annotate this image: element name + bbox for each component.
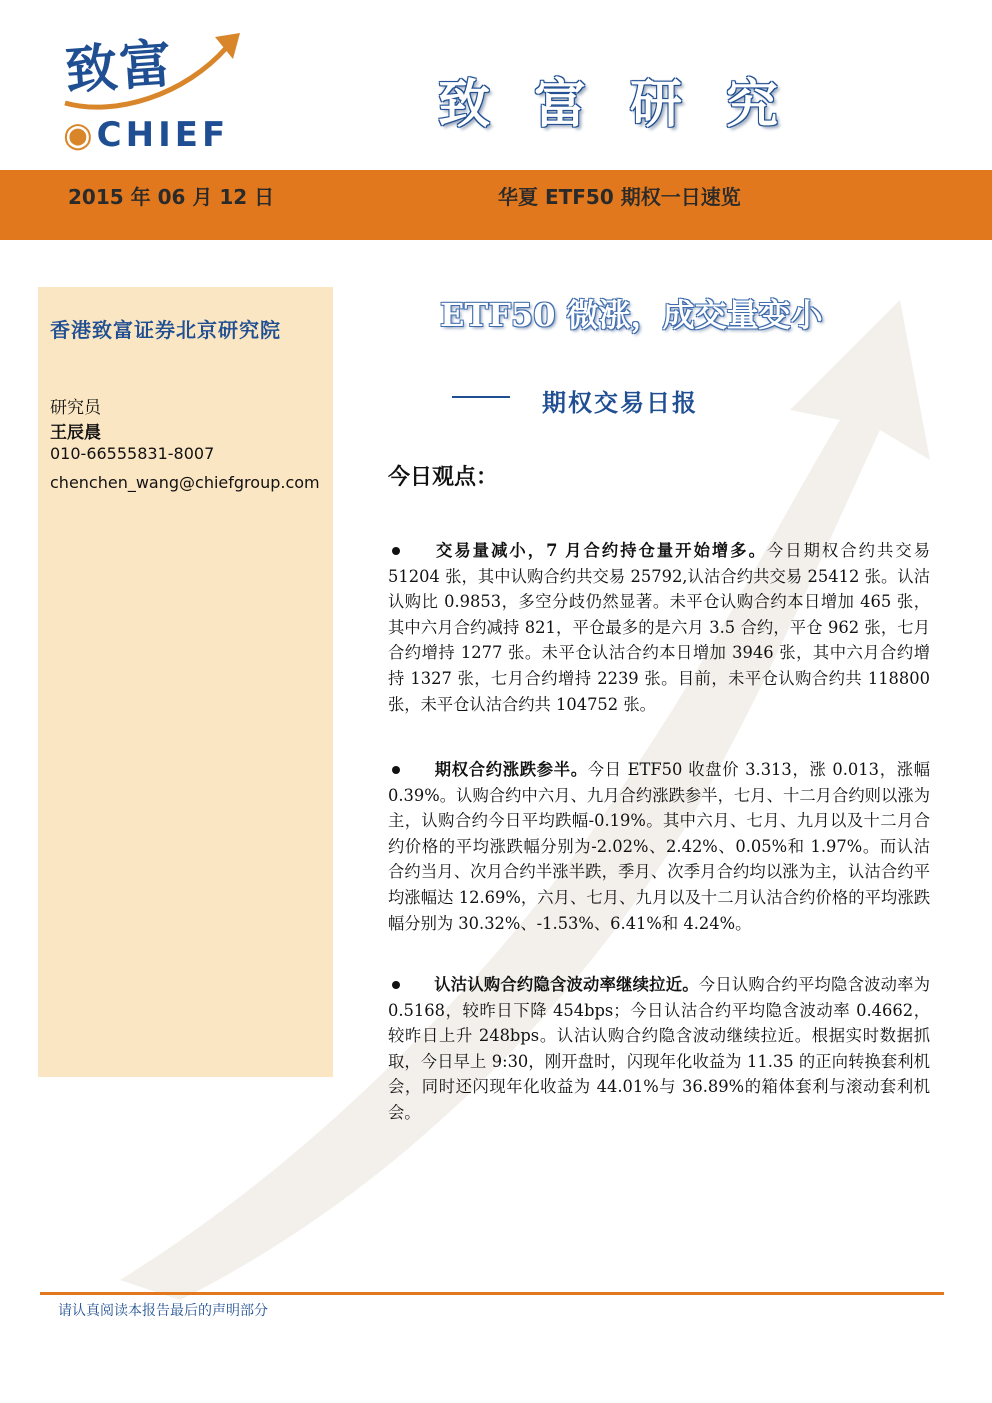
analyst-name: 王辰晨	[50, 423, 101, 443]
footer-divider	[40, 1292, 944, 1295]
point-body: 今日认购合约平均隐含波动率为 0.5168，较昨日下降 454bps；今日认沽合约平均隐含波动率 0.4662，较昨日上升 248bps。认沽认购合约隐含波动继续拉近。根据实时数据抓取，今日早上 9:30，刚开盘时，闪现年化收益为 11.35 的正向转换套利机会，同时还闪现年化收益为 44.01%与 36.89%的箱体套利与滚动套利机会。	[388, 975, 930, 1122]
report-series-title: 华夏 ETF50 期权一日速览	[498, 185, 741, 209]
report-headline: ETF50 微涨，成交量变小	[440, 296, 823, 334]
logo-chinese-text: 致富	[63, 33, 176, 102]
point-lead: 期权合约涨跌参半。	[434, 760, 588, 779]
bullet-icon	[392, 981, 400, 989]
key-point-volume	[388, 538, 930, 717]
analyst-phone: 010-66555831-8007	[50, 444, 215, 463]
key-point-price-change	[388, 757, 930, 936]
analyst-role: 研究员	[50, 398, 101, 418]
report-subtitle: 期权交易日报	[542, 388, 698, 417]
point-lead: 认沽认购合约隐含波动率继续拉近。	[434, 975, 699, 994]
footer-disclaimer: 请认真阅读本报告最后的声明部分	[58, 1303, 268, 1319]
subtitle-dash	[452, 396, 510, 398]
bullet-icon	[392, 766, 400, 774]
logo-english-text	[63, 115, 229, 155]
logo-english-word: CHIEF	[96, 115, 230, 155]
sidebar-org-name: 香港致富证券北京研究院	[50, 318, 281, 342]
today-view-heading: 今日观点：	[388, 464, 499, 490]
key-point-volatility	[388, 972, 930, 1126]
company-logo	[55, 25, 255, 155]
bullet-icon	[392, 547, 400, 555]
point-body: 今日期权合约共交易 51204 张，其中认购合约共交易 25792,认沽合约共交易 25412 张。认沽认购比 0.9853，多空分歧仍然显著。未平仓认购合约本日增加 465 张，其中六月合约减持 821，平仓最多的是六月 3.5 合约，平仓 962 张，七月合约增持 1277 张。未平仓认沽合约本日增加 3946 张，其中六月合约增持 1327 张，七月合约增持 2239 张。目前，未平仓认购合约共 118800 张，未平仓认沽合约共 104752 张。	[388, 541, 930, 714]
brand-title: 致富研究	[437, 74, 822, 135]
logo-c-mark-icon: ◉	[63, 115, 97, 155]
analyst-email[interactable]: chenchen_wang@chiefgroup.com	[50, 473, 320, 492]
report-date: 2015 年 06 月 12 日	[68, 185, 275, 209]
point-body: 今日 ETF50 收盘价 3.313，涨 0.013，涨幅 0.39%。认购合约中六月、九月合约涨跌参半，七月、十二月合约则以涨为主，认购合约今日平均跌幅-0.19%。其中六月、七月、九月以及十二月合约价格的平均涨跌幅分别为-2.02%、2.42%、0.05%和 1.97%。而认沽合约当月、次月合约半涨半跌，季月、次季月合约均以涨为主，认沽合约平均涨幅达 12.69%，六月、七月、九月以及十二月认沽合约价格的平均涨跌幅分别为 30.32%、-1.53%、6.41%和 4.24%。	[388, 760, 930, 933]
point-lead: 交易量减小，7 月合约持仓量开始增多。	[434, 541, 767, 560]
